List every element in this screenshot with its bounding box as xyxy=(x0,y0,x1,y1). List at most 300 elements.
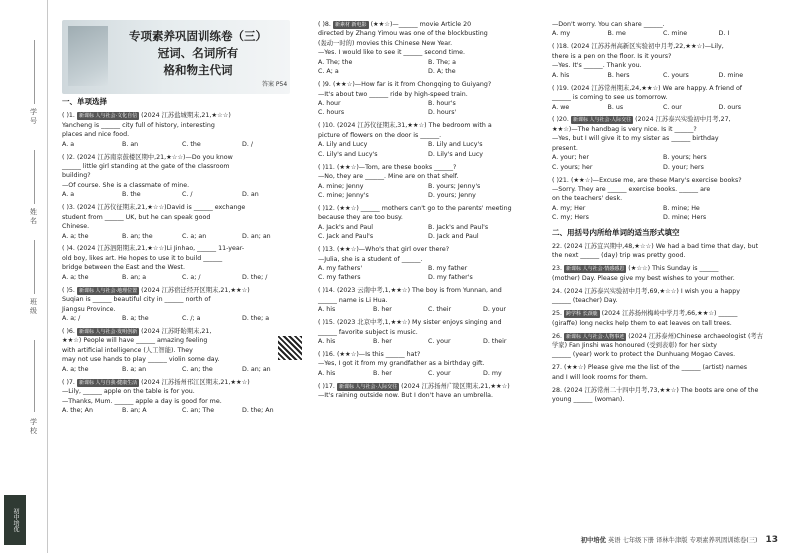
option[interactable]: C. A; a xyxy=(318,68,339,76)
question-number: ( )4. xyxy=(62,245,75,253)
question-line: ______ favorite subject is music. xyxy=(318,328,418,336)
question-item xyxy=(318,382,538,401)
question-item xyxy=(318,350,538,378)
footer-brand: 初中培优 xyxy=(580,536,606,544)
question-source: (★★☆)—______ movie Article 20 xyxy=(370,21,472,28)
margin-line xyxy=(34,150,35,204)
option[interactable]: A. a; the xyxy=(62,273,89,281)
option[interactable]: A. a xyxy=(62,191,75,199)
banner-title-line-2: 冠词、名词所有 xyxy=(157,46,239,60)
option[interactable]: A. my fathers' xyxy=(318,265,363,272)
question-source: (2024 江苏仪征期末,31,★★☆) The bedroom with a xyxy=(336,122,492,130)
question-stem xyxy=(552,287,774,296)
footer-edition: 译林牛津版 xyxy=(656,536,688,544)
margin-line xyxy=(34,240,35,294)
option[interactable]: B. a; an xyxy=(122,365,147,373)
option[interactable]: D. an; an xyxy=(242,365,271,373)
question-list-col2 xyxy=(318,20,538,401)
option[interactable]: B. an; the xyxy=(122,232,153,240)
option[interactable]: A. my; Her xyxy=(552,204,586,212)
question-line: (giraffe) long necks help them to eat leaves on tall trees. xyxy=(552,319,732,327)
margin-line xyxy=(34,340,35,412)
option[interactable]: B. Jack's and Paul's xyxy=(428,223,489,231)
option[interactable]: D. I xyxy=(718,30,730,38)
question-source: (2023 云南中考,1,★★☆) The boy is from Yunnan, and xyxy=(336,287,502,295)
question-line: bridge between the East and the West. xyxy=(62,264,186,272)
question-tag: 新课标 人与社会·发明创新 xyxy=(78,328,138,335)
question-tag: 新课标 人与社会·人际交往 xyxy=(572,117,632,124)
question-item xyxy=(318,80,538,118)
margin-label-student-id: 学号 xyxy=(29,108,38,126)
question-tag: 新课标 人与社会·情感感恩 xyxy=(566,266,625,273)
question-source: (2024 江苏盱眙期末,21, xyxy=(141,327,212,335)
question-line: —Yes. I would like to see it ______ second time. xyxy=(318,49,466,57)
question-item xyxy=(318,286,538,314)
question-number: 27. xyxy=(552,364,563,372)
question-item xyxy=(552,176,774,223)
question-source: (2024 江苏泰兴实验初中月考,69,★☆☆) I wish you a happy xyxy=(564,287,740,295)
question-stem xyxy=(552,242,774,251)
title-banner xyxy=(62,20,290,94)
margin-label-class: 班级 xyxy=(29,298,38,316)
question-stem xyxy=(318,80,538,89)
options xyxy=(62,140,302,149)
question-line: Yancheng is ______ city full of history, interesting xyxy=(62,121,215,129)
options xyxy=(318,264,538,283)
question-number: ( )5. xyxy=(62,286,75,294)
option[interactable]: C. hours xyxy=(318,109,345,117)
option[interactable]: B. The; a xyxy=(428,58,457,66)
question-number: 25. xyxy=(552,310,563,318)
option[interactable]: C. mine; Jenny's xyxy=(318,191,369,199)
option[interactable]: D. the; a xyxy=(242,315,270,322)
question-item xyxy=(552,42,774,80)
question-list-col1 xyxy=(62,111,302,415)
question-17-continued xyxy=(552,20,774,39)
question-tag: 新课标 人与社会·文化自信 xyxy=(78,113,138,120)
question-line: young ______ (woman). xyxy=(552,396,625,404)
question-number: ( )3. xyxy=(62,204,75,212)
question-stem xyxy=(318,350,538,359)
question-stem xyxy=(62,327,302,336)
question-item xyxy=(62,378,302,416)
option[interactable]: C. an; the xyxy=(182,365,213,373)
question-item xyxy=(62,111,302,149)
question-item xyxy=(552,242,774,261)
options xyxy=(62,273,302,282)
question-line: 学家) Fan Jinshi was honoured (受到表彰) for her sixty xyxy=(552,341,718,349)
question-source: (2024 江苏扬州邗江区期末,21,★★☆) xyxy=(141,378,250,386)
question-number: ( )20. xyxy=(552,116,569,124)
option[interactable]: C. yours; her xyxy=(552,163,593,171)
question-line: ______ name is Li Hua. xyxy=(318,296,388,304)
option[interactable]: C. our xyxy=(663,103,682,111)
question-line: there is a pen on the floor. Is it yours? xyxy=(552,52,672,60)
question-tag: 新素材 新电影 xyxy=(334,22,367,28)
options xyxy=(318,140,538,159)
question-line: and I will look rooms for them. xyxy=(552,373,648,381)
question-item xyxy=(318,121,538,159)
question-number: ( )19. xyxy=(552,84,569,92)
option[interactable]: A. the; An xyxy=(62,406,93,414)
option[interactable]: A. his xyxy=(318,306,336,314)
margin-label-school: 学校 xyxy=(29,418,38,436)
option[interactable]: A. his xyxy=(318,338,336,346)
option[interactable]: C. your xyxy=(428,338,451,346)
option[interactable]: D. Lily's and Lucy xyxy=(428,150,484,158)
question-stem xyxy=(552,115,774,124)
option[interactable]: B. my father xyxy=(428,265,468,272)
question-item xyxy=(318,245,538,283)
option[interactable]: D. hours' xyxy=(428,109,457,117)
option[interactable]: D. yours; Jenny xyxy=(428,191,476,199)
question-line: ______ little girl standing at the gate of the classroom xyxy=(62,162,230,170)
question-line: —It's raining outside now. But I don't have an umbrella. xyxy=(318,392,493,400)
question-line: Chinese. xyxy=(62,223,90,231)
column-1 xyxy=(62,96,302,419)
question-stem xyxy=(552,363,774,372)
option[interactable]: D. mine xyxy=(718,71,744,79)
question-line: present. xyxy=(552,144,578,152)
margin-line xyxy=(34,40,35,104)
column-2 xyxy=(318,20,538,404)
question-list-col3 xyxy=(552,42,774,222)
option[interactable]: C. Jack and Paul's xyxy=(318,233,374,241)
options xyxy=(62,314,302,323)
question-line: the next ______ (day) trip was pretty good. xyxy=(552,252,686,260)
question-item xyxy=(552,309,774,328)
question-item xyxy=(62,327,302,374)
question-line: directed by Zhang Yimou was one of the blockbusting xyxy=(318,30,488,38)
question-stem xyxy=(318,245,538,254)
question-number: ( )10. xyxy=(318,122,335,130)
option[interactable]: B. her xyxy=(373,306,392,314)
options xyxy=(62,365,302,374)
question-stem xyxy=(318,318,538,327)
option[interactable]: D. mine; Hers xyxy=(663,214,707,222)
question-item xyxy=(552,287,774,306)
question-stem xyxy=(62,111,302,120)
option[interactable]: C. the xyxy=(182,140,201,148)
question-line: ★★☆)—The handbag is very nice. Is it ______? xyxy=(552,125,697,133)
column-3 xyxy=(552,20,774,408)
question-source: (2024 江苏盐城期末,21,★☆☆) xyxy=(141,112,231,120)
option[interactable]: C. Lily's and Lucy's xyxy=(318,150,378,158)
option[interactable]: C. / xyxy=(182,191,193,199)
question-line: (mother) Day. Please give my best wishes to your mother. xyxy=(552,274,735,282)
question-line: ______ (year) work to protect the Dunhuang Mogao Caves. xyxy=(552,351,736,359)
question-tag: 新课标 人与自我·健康生活 xyxy=(78,379,138,386)
option[interactable]: C. /; a xyxy=(182,315,201,322)
question-number: ( )1. xyxy=(62,112,75,120)
question-tag: 新课标 人与社会·人际交往 xyxy=(338,383,398,390)
question-number: 28. xyxy=(552,386,563,394)
options xyxy=(62,232,302,241)
option[interactable]: D. Jack and Paul xyxy=(428,233,479,241)
option[interactable]: A. a xyxy=(62,140,75,148)
question-stem xyxy=(318,204,538,213)
question-tag: 跨学科 长颈鹿 xyxy=(566,311,598,318)
option[interactable]: B. her xyxy=(373,369,392,377)
question-line: —Julia, she is a student of ______. xyxy=(318,255,423,263)
question-item xyxy=(552,386,774,405)
option[interactable]: A. hour xyxy=(318,100,341,107)
question-item xyxy=(552,84,774,112)
option[interactable]: B. Lily and Lucy's xyxy=(428,141,483,149)
option[interactable]: D. their xyxy=(483,338,507,346)
question-number: 24. xyxy=(552,287,563,295)
question-line: places and nice food. xyxy=(62,131,130,139)
question-item xyxy=(62,153,302,200)
options xyxy=(552,153,774,172)
option[interactable]: B. us xyxy=(607,103,624,111)
option[interactable]: A. your; her xyxy=(552,154,589,162)
question-line: —Yes, I got it from my grandfather as a birthday gift. xyxy=(318,360,485,368)
option[interactable]: C. your xyxy=(428,369,451,377)
question-number: ( )9. xyxy=(318,81,331,89)
option[interactable]: B. her xyxy=(373,338,392,346)
option[interactable]: C. my; Hers xyxy=(552,214,589,222)
option[interactable]: A. The; the xyxy=(318,58,353,66)
question-number: 23. xyxy=(552,265,563,273)
question-stem xyxy=(318,163,538,172)
margin-logo: 初中培优 xyxy=(4,495,26,545)
question-line: —Sorry. They are ______ exercise books. ______ are xyxy=(552,186,711,193)
question-source: (2024 江苏扬州梅岭中学月考,66,★★☆) ______ xyxy=(601,310,738,318)
question-number: ( )12. xyxy=(318,204,335,212)
question-line: (轰动一时的) movies this Chinese New Year. xyxy=(318,39,453,47)
banner-title-line-3: 格和物主代词 xyxy=(163,63,233,77)
question-line: old boy, likes art. He hopes to use it to build ______ xyxy=(62,254,223,262)
option[interactable]: C. mine xyxy=(663,30,688,38)
option[interactable]: D. the; An xyxy=(242,406,274,414)
question-source: (2024 江苏苏州高新区实验初中月考,22,★★☆)—Lily, xyxy=(570,43,724,51)
question-line: with artificial intelligence (人工智能). They xyxy=(62,346,193,354)
question-stem xyxy=(552,42,774,51)
option[interactable]: D. your xyxy=(483,306,507,314)
question-line: Jiangsu Province. xyxy=(62,305,116,313)
option[interactable]: D. / xyxy=(242,140,253,148)
question-stem xyxy=(318,382,538,391)
question-source: (2024 江苏仪征期末,21,★☆☆)David is ______ exchange xyxy=(76,204,246,212)
question-source: (★★☆) Please give me the list of the ______ (artist) names xyxy=(564,364,748,372)
options xyxy=(318,99,538,118)
question-line: —Don't worry. You can share ______. xyxy=(552,21,665,28)
option[interactable]: D. ours xyxy=(718,103,742,111)
margin-strip xyxy=(0,0,48,553)
option[interactable]: C. my fathers xyxy=(318,274,361,282)
question-stem xyxy=(62,244,302,253)
question-item xyxy=(318,20,538,77)
question-line: —It's about two ______ ride by high-speed train. xyxy=(318,90,468,98)
footer-subject: 英语 xyxy=(607,536,621,544)
option[interactable]: D. your; hers xyxy=(663,163,704,171)
question-number: ( )11. xyxy=(318,163,335,171)
question-source: (2024 江苏泰兴实验初中月考,27, xyxy=(635,116,731,124)
question-item xyxy=(62,203,302,241)
question-stem xyxy=(62,286,302,295)
question-stem xyxy=(552,332,774,341)
option[interactable]: A. my xyxy=(552,30,571,38)
option[interactable]: C. a; an xyxy=(182,232,207,240)
question-line: may not use hands to play ______ violin some day. xyxy=(62,356,220,364)
option[interactable]: D. an xyxy=(242,191,259,199)
option[interactable]: B. yours; hers xyxy=(663,154,707,162)
question-source: (2024 江苏宜兴期中,48,★☆☆) We had a bad time that day, but xyxy=(564,243,759,250)
option[interactable]: C. their xyxy=(428,306,452,314)
option[interactable]: A. a; / xyxy=(62,315,81,322)
question-line: picture of flowers on the door is ______. xyxy=(318,131,442,139)
footer-grade: 七年级下册 xyxy=(622,536,655,544)
option[interactable]: A. Lily and Lucy xyxy=(318,141,368,149)
option[interactable]: B. an; A xyxy=(122,406,147,414)
question-item xyxy=(318,204,538,242)
question-stem xyxy=(552,176,774,185)
answer-reference: 答案 P54 xyxy=(262,81,288,88)
question-number: 22. xyxy=(552,243,563,250)
question-number: ( )17. xyxy=(318,382,335,390)
question-number: ( )2. xyxy=(62,153,75,161)
question-item xyxy=(62,286,302,324)
banner-title-line-1: 专项素养巩固训练卷（三） xyxy=(129,29,267,43)
options xyxy=(552,29,774,38)
question-tag: 新课标 人与社会·人物事迹 xyxy=(566,333,625,340)
question-stem xyxy=(62,378,302,387)
question-stem xyxy=(318,121,538,130)
question-number: ( )18. xyxy=(552,43,569,51)
options xyxy=(318,337,538,346)
option[interactable]: B. yours; Jenny's xyxy=(428,182,481,190)
question-source: (2024 江苏扬州广陵区期末,21,★★☆) xyxy=(401,382,510,390)
question-source: (2024 江苏泰州)Chinese archaeologist (考古 xyxy=(628,332,764,340)
question-tag: 新课标 人与社会·地理位置 xyxy=(78,287,138,294)
question-source: (★★☆) ______ mothers can't go to the parents' meeting xyxy=(336,204,512,212)
question-number: 26. xyxy=(552,332,563,340)
option[interactable]: D. the; / xyxy=(242,273,268,281)
question-item xyxy=(552,115,774,172)
question-line: —Thanks, Mum. ______ apple a day is good for me. xyxy=(62,397,222,405)
page-number: 13 xyxy=(765,534,778,545)
question-source: (2024 江苏泗阳期末,21,★☆☆)Li Jinhao, ______ 11-year- xyxy=(76,245,245,253)
options xyxy=(318,182,538,201)
question-stem xyxy=(62,203,302,212)
fill-list xyxy=(552,242,774,405)
question-line: —Lily, ______ apple on the table is for you. xyxy=(62,388,195,396)
option[interactable]: A. a; the xyxy=(62,232,89,240)
option[interactable]: D. my father's xyxy=(428,274,473,282)
question-number: ( )15. xyxy=(318,319,335,327)
question-line: —No, they are ______. Mine are on that shelf. xyxy=(318,173,459,181)
question-line: student from ______ UK, but he can speak good xyxy=(62,213,211,221)
question-line: ______ is coming to see us tomorrow. xyxy=(552,94,668,102)
option[interactable]: B. an; a xyxy=(122,273,147,281)
option[interactable]: B. an xyxy=(122,140,139,148)
question-line: —Of course. She is a classmate of mine. xyxy=(62,181,190,189)
options xyxy=(318,223,538,242)
option[interactable]: A. mine; Jenny xyxy=(318,182,364,190)
question-source: (2024 江苏常州期末,24,★★☆) We are happy. A friend of xyxy=(570,84,743,92)
options xyxy=(62,190,302,199)
section-title-fill: 二、用括号内所给单词的适当形式填空 xyxy=(552,227,680,237)
question-source: (2024 江苏宿迁经开区期末,21,★★☆) xyxy=(141,286,250,294)
question-line: ★★☆) People will have ______ amazing feeling xyxy=(62,337,208,345)
option[interactable]: B. mine; He xyxy=(663,204,700,212)
option[interactable]: C. a; / xyxy=(182,273,201,281)
question-stem xyxy=(552,309,774,318)
question-line: building? xyxy=(62,172,91,180)
question-number: ( )13. xyxy=(318,246,335,254)
question-line: Suqian is ______ beautiful city in ______ north of xyxy=(62,296,211,304)
options xyxy=(318,58,538,77)
question-number: ( )7. xyxy=(62,378,75,386)
option[interactable]: D. my xyxy=(483,369,502,377)
qr-code-icon[interactable] xyxy=(278,336,302,360)
question-source: (★★☆)—Tom, are these books ______? xyxy=(336,163,457,171)
option[interactable]: C. yours xyxy=(663,71,689,79)
question-item xyxy=(318,163,538,201)
question-source: (2024 江苏常州二十四中月考,73,★★☆) The boots are one of the xyxy=(564,386,759,394)
question-number: ( )16. xyxy=(318,351,335,358)
options xyxy=(318,305,538,314)
option[interactable]: D. an; an xyxy=(242,232,271,240)
question-line: on the teachers' desk. xyxy=(552,195,623,203)
question-line: because they are too busy. xyxy=(318,214,403,222)
question-stem xyxy=(552,264,774,273)
option[interactable]: A. a; the xyxy=(62,365,89,373)
question-source: (★★☆)—Is this ______ hat? xyxy=(336,351,421,358)
question-stem xyxy=(318,286,538,295)
options xyxy=(552,204,774,223)
question-stem xyxy=(318,20,538,29)
question-line: ______ (teacher) Day. xyxy=(552,297,618,305)
option[interactable]: B. a; the xyxy=(122,315,149,322)
options xyxy=(62,406,302,415)
question-item xyxy=(62,244,302,282)
question-item xyxy=(318,318,538,346)
question-stem xyxy=(552,386,774,395)
question-line: —Yes, but I will give it to my sister as ______ birthday xyxy=(552,135,719,143)
question-stem xyxy=(62,153,302,162)
option[interactable]: B. hers xyxy=(607,71,630,79)
option[interactable]: A. we xyxy=(552,103,570,111)
section-title-choice: 一、单项选择 xyxy=(62,97,107,106)
option[interactable]: A. his xyxy=(552,71,570,79)
banner-figure-icon xyxy=(68,26,108,86)
question-number: ( )14. xyxy=(318,287,335,295)
option[interactable]: A. his xyxy=(318,369,336,377)
question-source: (2023 北京中考,1,★★☆) My sister enjoys singing and xyxy=(336,319,502,327)
option[interactable]: D. A; the xyxy=(428,68,456,76)
option[interactable]: A. Jack's and Paul xyxy=(318,223,373,231)
options xyxy=(318,369,538,378)
options xyxy=(552,103,774,112)
question-number: ( )6. xyxy=(62,327,75,335)
question-source: (★★☆)—Who's that girl over there? xyxy=(336,246,450,254)
question-source: (★★☆)—How far is it from Chongqing to Guiyang? xyxy=(332,81,492,89)
question-item xyxy=(552,363,774,382)
option[interactable]: C. an; The xyxy=(182,406,215,414)
option[interactable]: B. me xyxy=(607,30,626,38)
option[interactable]: B. hour's xyxy=(428,100,456,107)
question-item xyxy=(552,332,774,360)
margin-label-name: 姓名 xyxy=(29,208,38,226)
option[interactable]: B. the xyxy=(122,191,141,199)
question-line: —Yes. It's ______. Thank you. xyxy=(552,62,642,70)
question-number: ( )21. xyxy=(552,176,569,184)
page-footer xyxy=(581,534,778,548)
question-source: (2024 江苏南京鼓楼区期中,21,★☆☆)—Do you know xyxy=(76,153,233,161)
options xyxy=(552,71,774,80)
